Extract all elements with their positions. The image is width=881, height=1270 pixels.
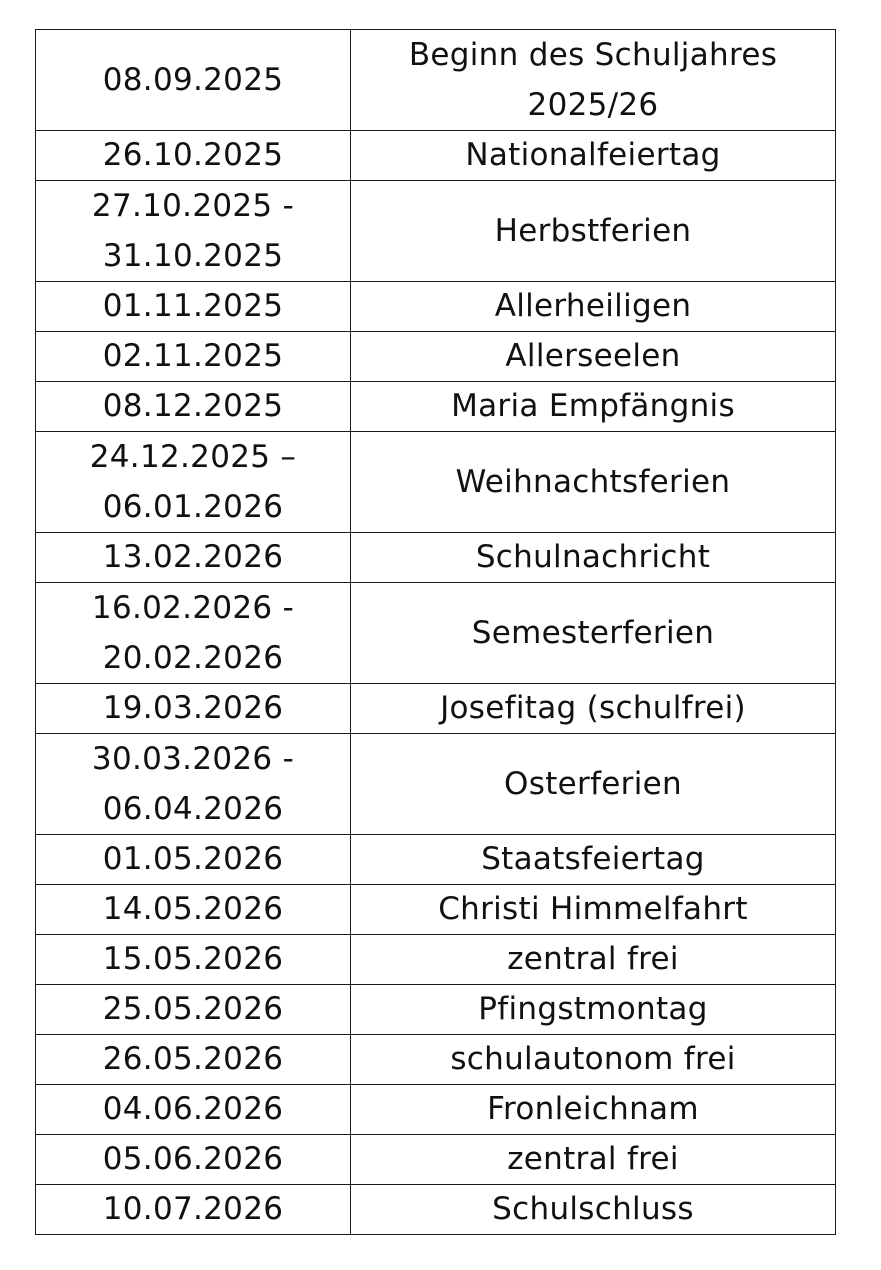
school-calendar-table <box>35 29 836 1235</box>
date-cell: 15.05.2026 <box>36 935 351 985</box>
date-cell: 27.10.2025 - 31.10.2025 <box>36 181 351 282</box>
date-cell: 24.12.2025 – 06.01.2026 <box>36 432 351 533</box>
table-row <box>36 583 836 684</box>
event-cell: Beginn des Schuljahres 2025/26 <box>351 30 836 131</box>
table-row <box>36 382 836 432</box>
event-cell: Allerseelen <box>351 332 836 382</box>
date-cell: 02.11.2025 <box>36 332 351 382</box>
date-cell: 26.10.2025 <box>36 131 351 181</box>
date-cell: 01.11.2025 <box>36 282 351 332</box>
date-cell: 10.07.2026 <box>36 1185 351 1235</box>
table-row <box>36 432 836 533</box>
event-cell: Josefitag (schulfrei) <box>351 684 836 734</box>
table-row <box>36 835 836 885</box>
table-row <box>36 1135 836 1185</box>
table-row <box>36 332 836 382</box>
school-calendar-body <box>36 30 836 1235</box>
table-row <box>36 131 836 181</box>
table-row <box>36 935 836 985</box>
event-cell: Allerheiligen <box>351 282 836 332</box>
event-cell: zentral frei <box>351 1135 836 1185</box>
event-cell: Staatsfeiertag <box>351 835 836 885</box>
event-cell: Schulnachricht <box>351 533 836 583</box>
table-row <box>36 282 836 332</box>
date-cell: 30.03.2026 - 06.04.2026 <box>36 734 351 835</box>
event-cell: Herbstferien <box>351 181 836 282</box>
table-row <box>36 1185 836 1235</box>
school-calendar <box>35 29 835 1235</box>
table-row <box>36 684 836 734</box>
date-cell: 19.03.2026 <box>36 684 351 734</box>
date-cell: 04.06.2026 <box>36 1085 351 1135</box>
table-row <box>36 1035 836 1085</box>
date-cell: 08.09.2025 <box>36 30 351 131</box>
date-cell: 16.02.2026 - 20.02.2026 <box>36 583 351 684</box>
event-cell: Fronleichnam <box>351 1085 836 1135</box>
table-row <box>36 1085 836 1135</box>
event-cell: Schulschluss <box>351 1185 836 1235</box>
event-cell: Christi Himmelfahrt <box>351 885 836 935</box>
table-row <box>36 734 836 835</box>
event-cell: Pfingstmontag <box>351 985 836 1035</box>
date-cell: 05.06.2026 <box>36 1135 351 1185</box>
date-cell: 14.05.2026 <box>36 885 351 935</box>
event-cell: Osterferien <box>351 734 836 835</box>
event-cell: Semesterferien <box>351 583 836 684</box>
table-row <box>36 533 836 583</box>
table-row <box>36 885 836 935</box>
event-cell: zentral frei <box>351 935 836 985</box>
table-row <box>36 181 836 282</box>
event-cell: Weihnachtsferien <box>351 432 836 533</box>
table-row <box>36 30 836 131</box>
date-cell: 01.05.2026 <box>36 835 351 885</box>
event-cell: Nationalfeiertag <box>351 131 836 181</box>
date-cell: 08.12.2025 <box>36 382 351 432</box>
event-cell: Maria Empfängnis <box>351 382 836 432</box>
event-cell: schulautonom frei <box>351 1035 836 1085</box>
table-row <box>36 985 836 1035</box>
date-cell: 13.02.2026 <box>36 533 351 583</box>
date-cell: 26.05.2026 <box>36 1035 351 1085</box>
date-cell: 25.05.2026 <box>36 985 351 1035</box>
